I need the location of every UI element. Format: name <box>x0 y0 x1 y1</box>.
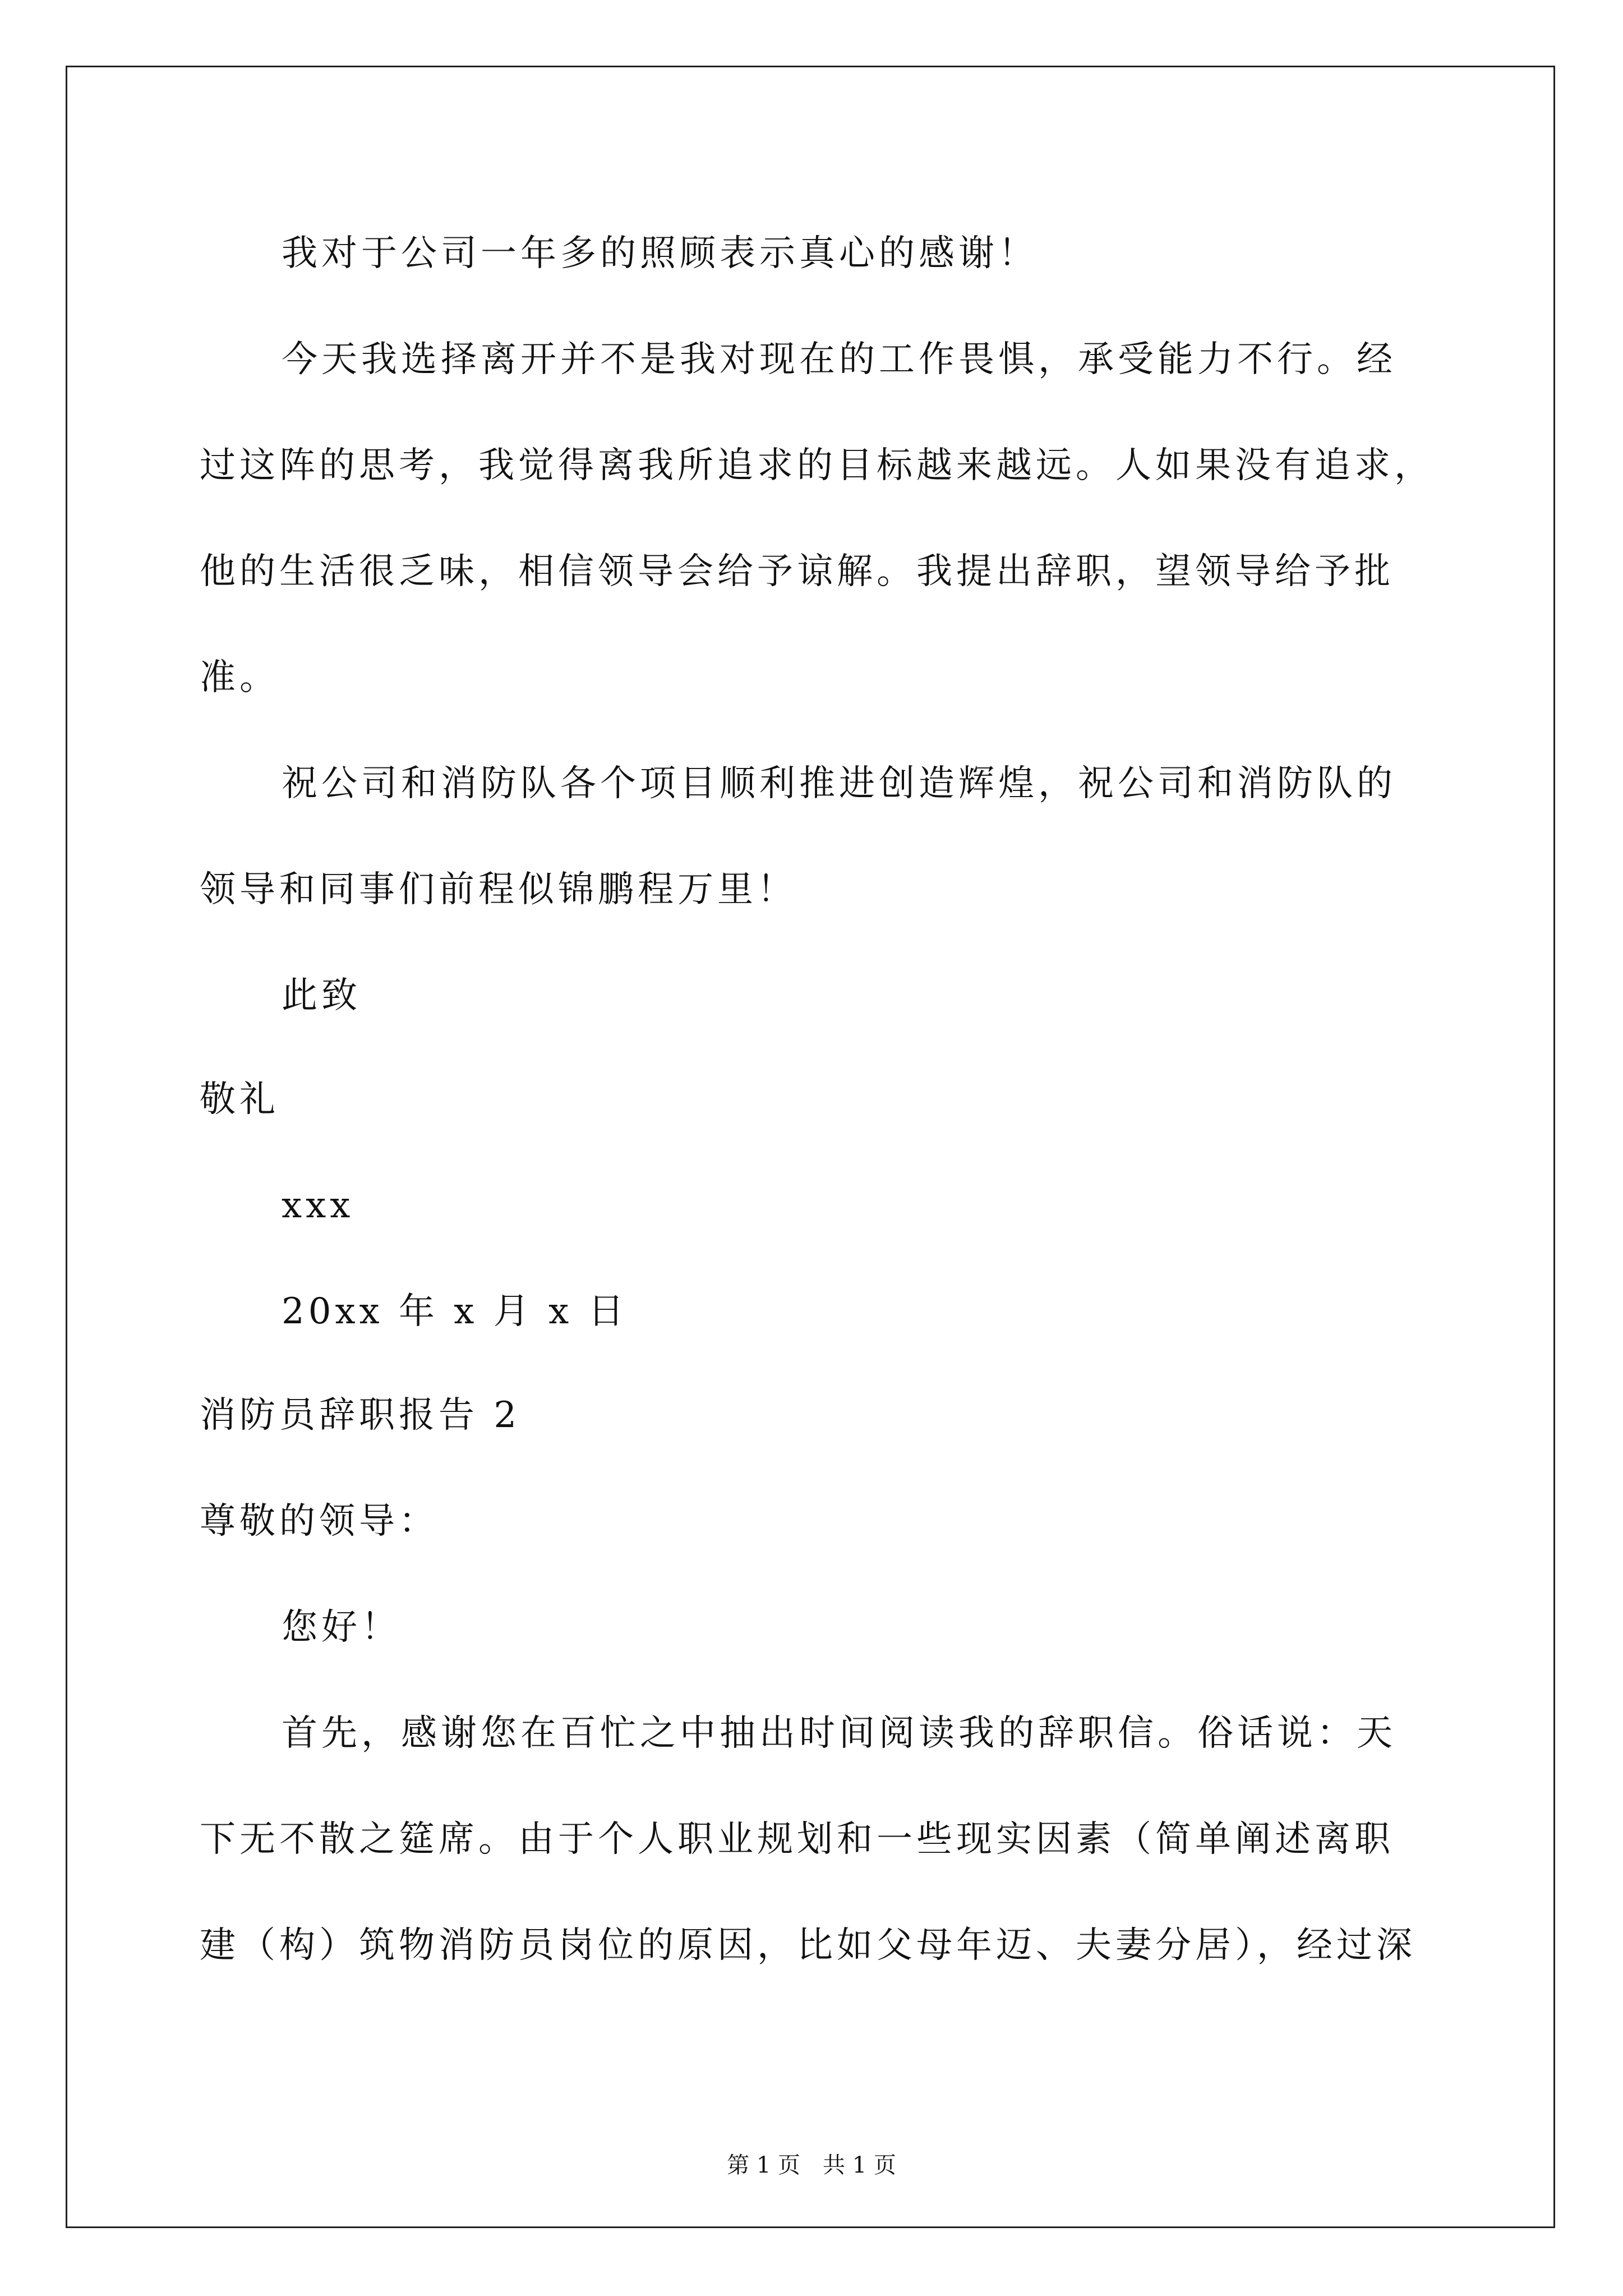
letter-greeting: 尊敬的领导： <box>200 1501 439 1542</box>
section-title: 消防员辞职报告 2 <box>200 1395 521 1436</box>
paragraph-intro-line-2: 下无不散之筵席。由于个人职业规划和一些现实因素（简单阐述离职 <box>200 1819 1394 1860</box>
paragraph-wishes-line-1: 祝公司和消防队各个项目顺利推进创造辉煌，祝公司和消防队的 <box>282 763 1396 804</box>
paragraph-thanks: 我对于公司一年多的照顾表示真心的感谢！ <box>282 233 1038 274</box>
closing-regards: 敬礼 <box>200 1079 279 1120</box>
page-border <box>66 66 1555 2228</box>
paragraph-reason-line-4: 准。 <box>200 657 279 698</box>
signature-name: xxx <box>282 1185 354 1226</box>
page-number-footer: 第 1 页 共 1 页 <box>727 2152 896 2178</box>
paragraph-intro-line-3: 建（构）筑物消防员岗位的原因，比如父母年迈、夫妻分居），经过深 <box>200 1925 1416 1966</box>
paragraph-reason-line-3: 他的生活很乏味，相信领导会给予谅解。我提出辞职，望领导给予批 <box>200 551 1394 592</box>
closing-salutation: 此致 <box>282 975 361 1016</box>
letter-hello: 您好！ <box>282 1607 401 1648</box>
paragraph-intro-line-1: 首先，感谢您在百忙之中抽出时间阅读我的辞职信。俗话说：天 <box>282 1713 1396 1754</box>
paragraph-wishes-line-2: 领导和同事们前程似锦鹏程万里！ <box>200 869 797 910</box>
paragraph-reason-line-1: 今天我选择离开并不是我对现在的工作畏惧，承受能力不行。经 <box>282 339 1396 380</box>
signature-date: 20xx 年 x 月 x 日 <box>282 1291 628 1332</box>
paragraph-reason-line-2: 过这阵的思考，我觉得离我所追求的目标越来越远。人如果没有追求， <box>200 445 1434 486</box>
